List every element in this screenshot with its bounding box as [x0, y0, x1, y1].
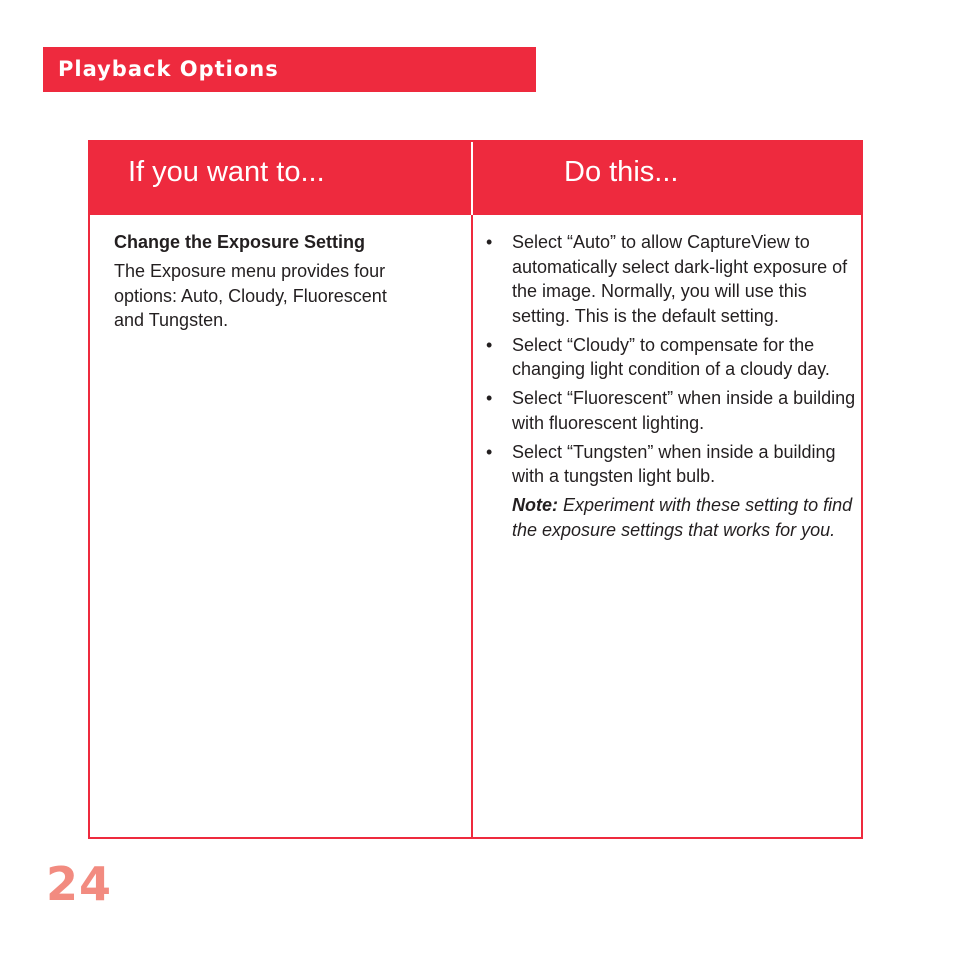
bullet-icon: • — [486, 388, 493, 408]
section-title: Playback Options — [58, 57, 279, 81]
task-description: The Exposure menu provides four options: Auto, Cloudy, Fluorescent and Tungsten. — [114, 261, 387, 330]
step-text: Select “Fluorescent” when inside a building with fluorescent lighting. — [512, 388, 856, 433]
col-header-if-you-want: If you want to... — [128, 156, 325, 188]
bullet-icon: • — [486, 441, 493, 462]
step-text: Select “Auto” to allow CaptureView to automatically select dark-light exposure of the image. Normally, you will use this setting. This is the default setting. — [512, 232, 848, 326]
bullet-icon: • — [486, 334, 493, 355]
task-title: Change the Exposure Setting — [114, 232, 366, 252]
instruction-table — [88, 140, 863, 839]
page-number: 24 — [46, 857, 113, 911]
header-column-divider — [471, 142, 473, 215]
bullet-icon: • — [486, 232, 493, 252]
list-item — [486, 230, 856, 328]
note-label: Note: — [512, 495, 558, 515]
col-header-do-this: Do this... — [564, 156, 679, 188]
list-item — [486, 440, 856, 489]
steps-list — [486, 230, 856, 489]
step-text: Select “Tungsten” when inside a building with a tungsten light bulb. — [512, 441, 836, 486]
note-text: Experiment with these setting to find the exposure settings that works for you. — [512, 495, 853, 540]
note — [486, 493, 856, 542]
step-text: Select “Cloudy” to compensate for the changing light condition of a cloudy day. — [512, 334, 830, 379]
section-banner — [43, 47, 536, 92]
task-cell — [114, 230, 454, 333]
list-item — [486, 333, 856, 382]
steps-cell — [486, 230, 856, 542]
column-divider — [471, 142, 473, 837]
table-header-row — [90, 142, 861, 215]
list-item — [486, 386, 856, 435]
